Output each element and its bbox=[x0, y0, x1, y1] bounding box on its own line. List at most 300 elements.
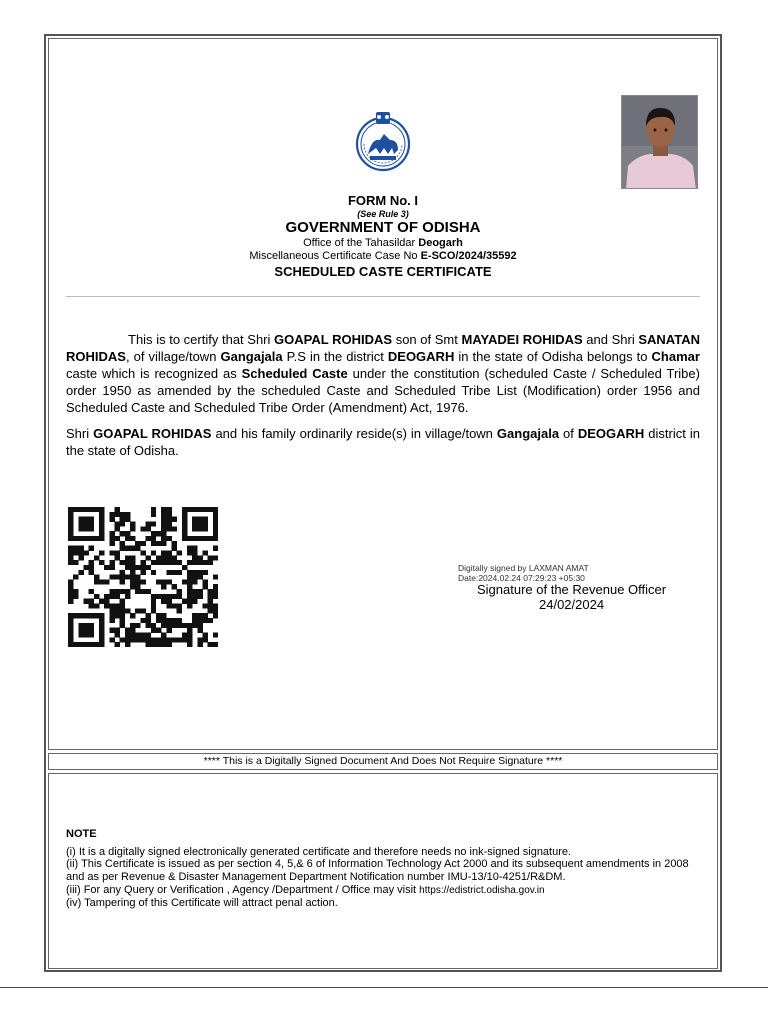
qr-module bbox=[161, 613, 166, 618]
qr-module bbox=[135, 623, 140, 628]
qr-module bbox=[78, 628, 83, 633]
qr-module bbox=[156, 628, 161, 633]
qr-module bbox=[125, 560, 130, 565]
qr-module bbox=[177, 604, 182, 609]
qr-module bbox=[68, 579, 73, 584]
qr-module bbox=[89, 633, 94, 638]
resident-village: Gangajala bbox=[496, 426, 560, 441]
p1-text-5: P.S in the district bbox=[286, 349, 384, 364]
qr-module bbox=[166, 579, 171, 584]
qr-module bbox=[125, 575, 130, 580]
qr-module bbox=[130, 633, 135, 638]
qr-module bbox=[171, 604, 176, 609]
qr-module bbox=[120, 579, 125, 584]
qr-module bbox=[125, 555, 130, 560]
qr-module bbox=[161, 531, 166, 536]
qr-module bbox=[120, 512, 125, 517]
digital-signature-banner: **** This is a Digitally Signed Document And Does Not Require Signature **** bbox=[48, 753, 718, 770]
government-title: GOVERNMENT OF ODISHA bbox=[285, 219, 481, 236]
qr-module bbox=[115, 575, 120, 580]
qr-module bbox=[202, 560, 207, 565]
qr-module bbox=[182, 565, 187, 570]
qr-module bbox=[187, 570, 192, 575]
qr-module bbox=[171, 526, 176, 531]
qr-module bbox=[161, 637, 166, 642]
qr-module bbox=[156, 560, 161, 565]
qr-module bbox=[130, 560, 135, 565]
qr-module bbox=[161, 584, 166, 589]
qr-module bbox=[109, 628, 114, 633]
qr-module bbox=[202, 526, 207, 531]
digital-signature-stamp bbox=[458, 563, 589, 583]
qr-module bbox=[161, 642, 166, 647]
qr-module bbox=[135, 633, 140, 638]
qr-module bbox=[135, 565, 140, 570]
qr-module bbox=[89, 628, 94, 633]
qr-module bbox=[187, 604, 192, 609]
qr-module bbox=[166, 604, 171, 609]
qr-module bbox=[78, 521, 83, 526]
qr-module bbox=[156, 613, 161, 618]
qr-module bbox=[109, 589, 114, 594]
qr-module bbox=[89, 623, 94, 628]
qr-module bbox=[120, 637, 125, 642]
p1-text-6: in the state of Odisha belongs to bbox=[458, 349, 648, 364]
qr-module bbox=[125, 633, 130, 638]
qr-module bbox=[161, 526, 166, 531]
qr-module bbox=[171, 637, 176, 642]
qr-module bbox=[146, 536, 151, 541]
qr-module bbox=[166, 560, 171, 565]
qr-module bbox=[213, 517, 218, 522]
qr-module bbox=[109, 637, 114, 642]
certificate-title: SCHEDULED CASTE CERTIFICATE bbox=[274, 264, 492, 279]
qr-module bbox=[197, 521, 202, 526]
qr-module bbox=[187, 642, 192, 647]
qr-module bbox=[182, 521, 187, 526]
rule-reference: (See Rule 3) bbox=[357, 209, 409, 219]
qr-module bbox=[135, 579, 140, 584]
qr-module bbox=[182, 633, 187, 638]
qr-module bbox=[78, 613, 83, 618]
qr-module bbox=[161, 618, 166, 623]
qr-module bbox=[156, 642, 161, 647]
qr-module bbox=[120, 608, 125, 613]
case-number: E-SCO/2024/35592 bbox=[420, 250, 517, 262]
qr-module bbox=[213, 512, 218, 517]
edistrict-link[interactable]: https://edistrict.odisha.gov.in bbox=[419, 885, 545, 896]
qr-module bbox=[78, 526, 83, 531]
qr-module bbox=[151, 623, 156, 628]
qr-module bbox=[73, 507, 78, 512]
qr-module bbox=[120, 560, 125, 565]
qr-module bbox=[197, 570, 202, 575]
district-name: DEOGARH bbox=[387, 349, 455, 364]
qr-module bbox=[171, 618, 176, 623]
qr-module bbox=[94, 642, 99, 647]
qr-module bbox=[125, 608, 130, 613]
qr-module bbox=[115, 613, 120, 618]
qr-module bbox=[166, 628, 171, 633]
qr-module bbox=[120, 618, 125, 623]
qr-module bbox=[208, 536, 213, 541]
qr-module bbox=[99, 512, 104, 517]
qr-module bbox=[197, 628, 202, 633]
case-prefix: Miscellaneous Certificate Case No bbox=[249, 250, 418, 262]
qr-module bbox=[156, 579, 161, 584]
qr-module bbox=[182, 531, 187, 536]
qr-module bbox=[151, 628, 156, 633]
qr-module bbox=[109, 560, 114, 565]
qr-module bbox=[151, 599, 156, 604]
qr-module bbox=[166, 555, 171, 560]
qr-module bbox=[192, 570, 197, 575]
qr-module bbox=[197, 618, 202, 623]
qr-module bbox=[68, 633, 73, 638]
qr-module bbox=[213, 546, 218, 551]
qr-module bbox=[84, 550, 89, 555]
qr-module bbox=[166, 536, 171, 541]
qr-module bbox=[104, 594, 109, 599]
qr-module bbox=[130, 584, 135, 589]
qr-module bbox=[192, 521, 197, 526]
qr-module bbox=[177, 570, 182, 575]
qr-module bbox=[192, 575, 197, 580]
qr-module bbox=[99, 507, 104, 512]
qr-module bbox=[140, 633, 145, 638]
qr-module bbox=[146, 633, 151, 638]
qr-module bbox=[187, 623, 192, 628]
qr-module bbox=[130, 555, 135, 560]
qr-module bbox=[140, 560, 145, 565]
qr-module bbox=[99, 637, 104, 642]
qr-module bbox=[202, 521, 207, 526]
qr-module bbox=[94, 594, 99, 599]
qr-module bbox=[140, 541, 145, 546]
qr-module bbox=[197, 589, 202, 594]
qr-module bbox=[99, 579, 104, 584]
note-ii: (ii) This Certificate is issued as per section 4, 5,& 6 of Information Technology Act 2000 and its subsequent amendments in 2008 and as per Revenue & Disaster Management Department Notification number IMU-13/10-4251/R&DM. bbox=[66, 858, 689, 883]
qr-module bbox=[161, 550, 166, 555]
qr-module bbox=[208, 618, 213, 623]
qr-module bbox=[120, 575, 125, 580]
qr-module bbox=[89, 536, 94, 541]
qr-module bbox=[120, 517, 125, 522]
qr-module bbox=[166, 512, 171, 517]
qr-module bbox=[161, 594, 166, 599]
qr-module bbox=[73, 594, 78, 599]
qr-module bbox=[213, 589, 218, 594]
qr-module bbox=[84, 613, 89, 618]
qr-module bbox=[151, 521, 156, 526]
qr-module bbox=[130, 536, 135, 541]
qr-module bbox=[182, 579, 187, 584]
qr-module bbox=[213, 575, 218, 580]
qr-module bbox=[109, 550, 114, 555]
qr-module bbox=[68, 637, 73, 642]
digital-signer: Digitally signed by LAXMAN AMAT bbox=[458, 563, 589, 573]
qr-module bbox=[213, 531, 218, 536]
qr-module bbox=[78, 507, 83, 512]
qr-module bbox=[146, 613, 151, 618]
qr-module bbox=[135, 589, 140, 594]
qr-module bbox=[192, 613, 197, 618]
qr-module bbox=[99, 599, 104, 604]
qr-module bbox=[192, 560, 197, 565]
qr-module bbox=[151, 642, 156, 647]
qr-module bbox=[177, 623, 182, 628]
qr-module bbox=[84, 599, 89, 604]
qr-module bbox=[130, 565, 135, 570]
qr-module bbox=[202, 633, 207, 638]
qr-module bbox=[73, 560, 78, 565]
qr-module bbox=[213, 555, 218, 560]
qr-module bbox=[161, 599, 166, 604]
qr-module bbox=[208, 642, 213, 647]
qr-module bbox=[151, 560, 156, 565]
qr-module bbox=[208, 560, 213, 565]
qr-module bbox=[89, 570, 94, 575]
qr-module bbox=[182, 599, 187, 604]
qr-module bbox=[161, 536, 166, 541]
qr-module bbox=[146, 526, 151, 531]
qr-module bbox=[130, 526, 135, 531]
qr-module bbox=[125, 589, 130, 594]
qr-module bbox=[140, 589, 145, 594]
qr-module bbox=[192, 555, 197, 560]
qr-module bbox=[177, 594, 182, 599]
qr-module bbox=[202, 604, 207, 609]
qr-module bbox=[213, 526, 218, 531]
qr-module bbox=[99, 550, 104, 555]
qr-module bbox=[208, 594, 213, 599]
qr-module bbox=[99, 517, 104, 522]
qr-module bbox=[213, 633, 218, 638]
qr-module bbox=[197, 575, 202, 580]
qr-module bbox=[151, 512, 156, 517]
qr-module bbox=[161, 512, 166, 517]
qr-module bbox=[213, 507, 218, 512]
qr-module bbox=[130, 623, 135, 628]
resident-name: GOAPAL ROHIDAS bbox=[93, 426, 212, 441]
qr-module bbox=[177, 618, 182, 623]
qr-module bbox=[89, 589, 94, 594]
qr-module bbox=[84, 507, 89, 512]
header-divider bbox=[66, 296, 700, 297]
p1-text-2: son of Smt bbox=[395, 332, 458, 347]
qr-module bbox=[109, 512, 114, 517]
qr-module bbox=[161, 633, 166, 638]
qr-module bbox=[146, 618, 151, 623]
qr-module bbox=[89, 613, 94, 618]
qr-module bbox=[197, 507, 202, 512]
qr-module bbox=[99, 560, 104, 565]
qr-module bbox=[78, 550, 83, 555]
qr-module bbox=[182, 623, 187, 628]
qr-module bbox=[68, 550, 73, 555]
qr-module bbox=[84, 628, 89, 633]
qr-module bbox=[99, 623, 104, 628]
qr-module bbox=[130, 570, 135, 575]
qr-module bbox=[115, 521, 120, 526]
qr-module bbox=[151, 536, 156, 541]
qr-module bbox=[115, 550, 120, 555]
qr-module bbox=[208, 599, 213, 604]
qr-module bbox=[125, 565, 130, 570]
qr-module bbox=[104, 599, 109, 604]
signature-label: Signature of the Revenue Officer bbox=[477, 582, 667, 597]
qr-module bbox=[187, 633, 192, 638]
qr-module bbox=[208, 589, 213, 594]
qr-module bbox=[202, 570, 207, 575]
qr-module bbox=[213, 608, 218, 613]
note-i: (i) It is a digitally signed electronically generated certificate and therefore needs no ink-signed signature. bbox=[66, 846, 572, 858]
qr-module bbox=[99, 633, 104, 638]
qr-module bbox=[130, 521, 135, 526]
qr-module bbox=[99, 521, 104, 526]
qr-module bbox=[120, 531, 125, 536]
qr-module bbox=[166, 517, 171, 522]
qr-module bbox=[78, 570, 83, 575]
qr-module bbox=[177, 608, 182, 613]
qr-module bbox=[151, 637, 156, 642]
qr-module bbox=[68, 628, 73, 633]
qr-module bbox=[192, 618, 197, 623]
qr-module bbox=[156, 594, 161, 599]
qr-module bbox=[156, 618, 161, 623]
qr-module bbox=[99, 531, 104, 536]
qr-module bbox=[73, 550, 78, 555]
qr-module bbox=[156, 531, 161, 536]
qr-module bbox=[140, 565, 145, 570]
qr-module bbox=[213, 604, 218, 609]
qr-module bbox=[120, 589, 125, 594]
p2-text-4: district in the state of Odisha. bbox=[66, 426, 700, 458]
qr-module bbox=[202, 507, 207, 512]
qr-module bbox=[197, 623, 202, 628]
qr-module bbox=[151, 604, 156, 609]
qr-module bbox=[89, 507, 94, 512]
qr-module bbox=[146, 637, 151, 642]
qr-module bbox=[161, 517, 166, 522]
qr-module bbox=[135, 575, 140, 580]
qr-module bbox=[202, 637, 207, 642]
applicant-name: GOAPAL ROHIDAS bbox=[274, 332, 393, 347]
qr-module bbox=[151, 507, 156, 512]
odisha-emblem-icon bbox=[354, 110, 412, 174]
qr-module bbox=[208, 555, 213, 560]
qr-module bbox=[187, 579, 192, 584]
qr-module bbox=[89, 526, 94, 531]
qr-module bbox=[84, 633, 89, 638]
qr-module bbox=[146, 521, 151, 526]
qr-module bbox=[68, 555, 73, 560]
qr-module bbox=[78, 517, 83, 522]
qr-module bbox=[89, 521, 94, 526]
qr-module bbox=[166, 570, 171, 575]
applicant-photo-icon bbox=[622, 96, 698, 189]
qr-module bbox=[197, 613, 202, 618]
qr-module bbox=[94, 575, 99, 580]
qr-module bbox=[94, 613, 99, 618]
qr-module bbox=[68, 584, 73, 589]
qr-module bbox=[130, 637, 135, 642]
qr-module bbox=[161, 521, 166, 526]
qr-module bbox=[187, 575, 192, 580]
qr-module bbox=[187, 507, 192, 512]
qr-module bbox=[115, 604, 120, 609]
qr-module bbox=[213, 642, 218, 647]
qr-module bbox=[197, 637, 202, 642]
qr-module bbox=[120, 623, 125, 628]
note-iii-text: (iii) For any Query or Verification , Agency /Department / Office may visit bbox=[66, 884, 417, 896]
qr-module bbox=[99, 526, 104, 531]
qr-module bbox=[187, 599, 192, 604]
qr-module bbox=[109, 604, 114, 609]
qr-module bbox=[151, 550, 156, 555]
qr-module bbox=[161, 560, 166, 565]
qr-module bbox=[171, 560, 176, 565]
qr-module bbox=[68, 526, 73, 531]
qr-module bbox=[94, 604, 99, 609]
qr-module bbox=[109, 575, 114, 580]
qr-module bbox=[115, 555, 120, 560]
qr-module bbox=[109, 565, 114, 570]
qr-module bbox=[140, 579, 145, 584]
qr-module bbox=[109, 608, 114, 613]
note-iii bbox=[66, 884, 706, 897]
qr-module bbox=[94, 555, 99, 560]
qr-module bbox=[156, 541, 161, 546]
qr-module bbox=[109, 618, 114, 623]
qr-module bbox=[68, 623, 73, 628]
qr-module bbox=[130, 613, 135, 618]
p1-text-3: and Shri bbox=[586, 332, 635, 347]
qr-module bbox=[130, 546, 135, 551]
qr-module bbox=[202, 517, 207, 522]
qr-module bbox=[171, 555, 176, 560]
qr-module bbox=[73, 589, 78, 594]
qr-module bbox=[156, 555, 161, 560]
qr-module bbox=[84, 623, 89, 628]
qr-module bbox=[78, 555, 83, 560]
qr-module bbox=[109, 613, 114, 618]
qr-module bbox=[151, 541, 156, 546]
qr-module bbox=[73, 575, 78, 580]
qr-module bbox=[68, 642, 73, 647]
p1-text-8: under the constitution (scheduled Caste / Scheduled Tribe) order 1950 as amended by the scheduled Caste and Scheduled Tribe List (Modification) order 1956 and Scheduled Caste and Scheduled Tribe Order (Amendment) Act, 1976. bbox=[66, 366, 700, 415]
qr-module bbox=[68, 546, 73, 551]
qr-module bbox=[104, 579, 109, 584]
note-iv: (iv) Tampering of this Certificate will attract penal action. bbox=[66, 897, 338, 909]
qr-module bbox=[125, 531, 130, 536]
qr-module bbox=[192, 526, 197, 531]
qr-module bbox=[140, 637, 145, 642]
qr-module bbox=[161, 555, 166, 560]
case-number-line bbox=[48, 250, 718, 262]
qr-module bbox=[202, 584, 207, 589]
signature-date: 24/02/2024 bbox=[539, 597, 605, 612]
qr-module bbox=[73, 642, 78, 647]
qr-module bbox=[73, 546, 78, 551]
certification-paragraph bbox=[66, 331, 700, 416]
qr-module bbox=[202, 536, 207, 541]
qr-module bbox=[89, 517, 94, 522]
qr-module bbox=[171, 594, 176, 599]
qr-module bbox=[161, 541, 166, 546]
qr-module bbox=[192, 536, 197, 541]
qr-module bbox=[68, 512, 73, 517]
